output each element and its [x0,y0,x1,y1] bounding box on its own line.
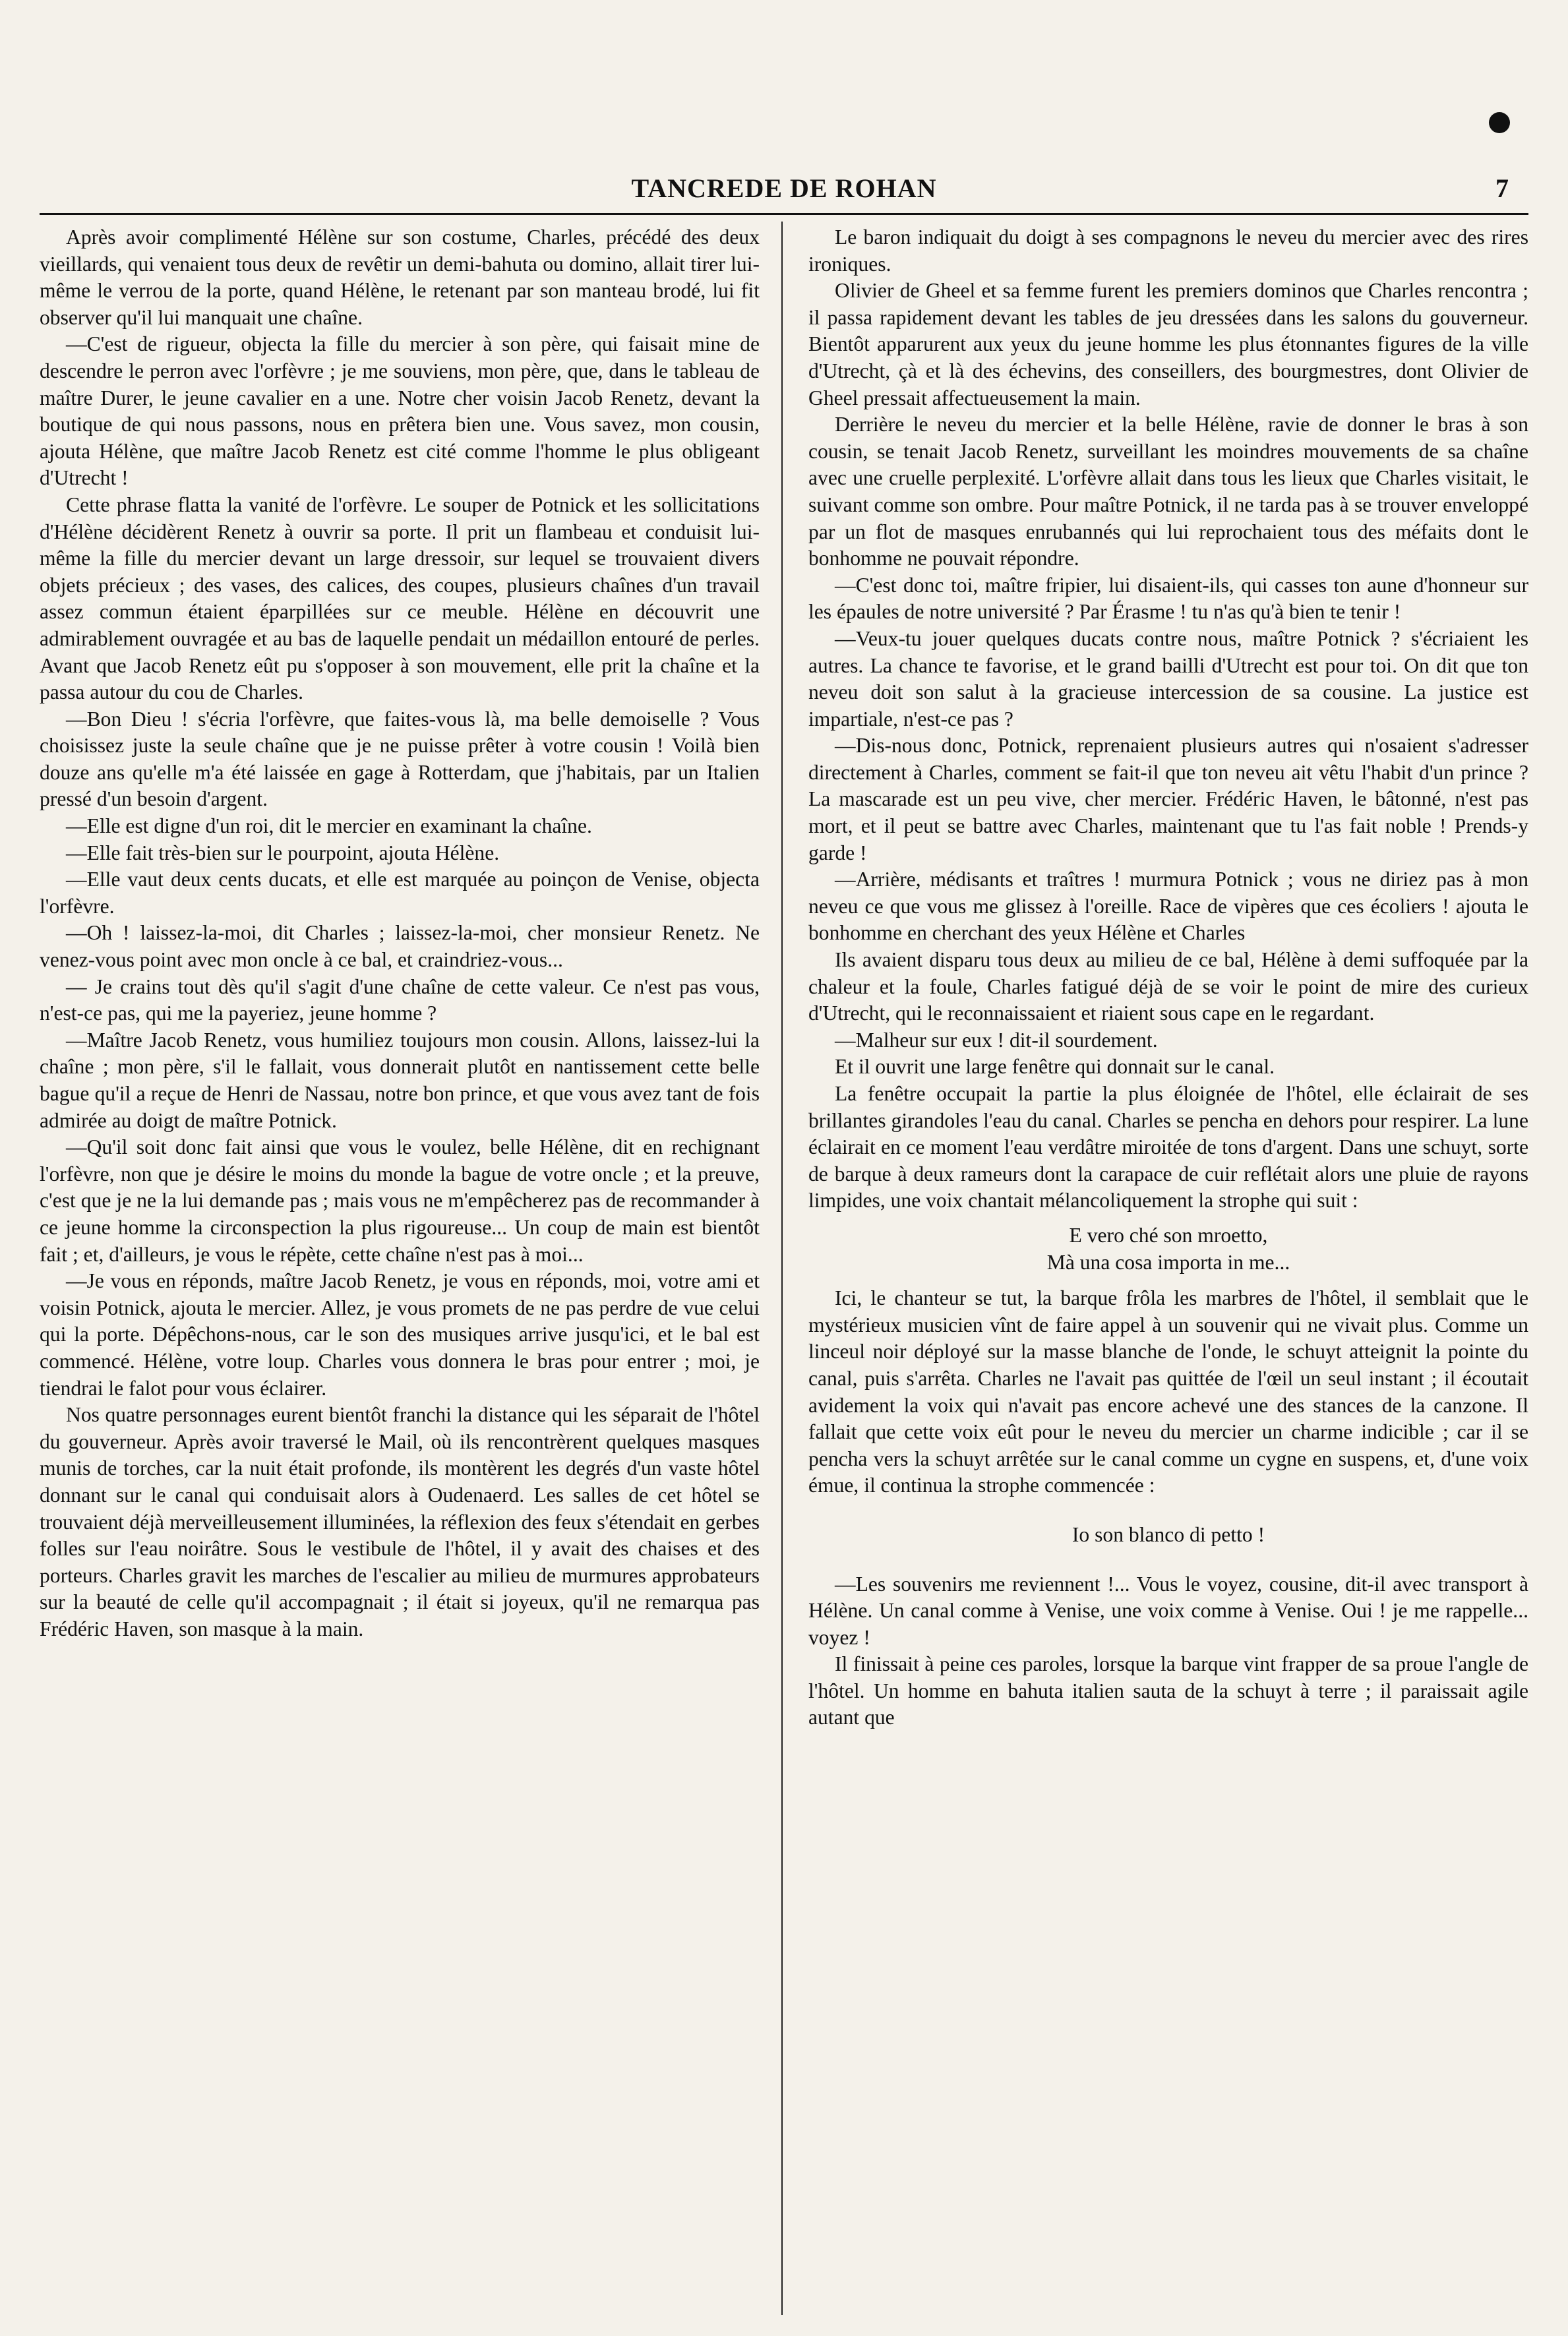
paragraph: —Oh ! laissez-la-moi, dit Charles ; laissez-la-moi, cher monsieur Renetz. Ne venez-vous point avec mon oncle à ce bal, et craindriez-vous... [40,921,760,972]
paragraph: —Qu'il soit donc fait ainsi que vous le voulez, belle Hélène, dit en rechignant l'orfèvre, non que je désire le moins du monde la bague de votre oncle ; et la preuve, c'est que je ne la lui demande pas ; mais vous ne m'empêcherez pas de recommander à ce jeune homme la circonspection la plus rigoureuse... Un coup de main est bientôt fait ; et, d'ailleurs, je vous le répète, cette chaîne n'est pas à moi... [40,1135,760,1266]
paragraph: Olivier de Gheel et sa femme furent les premiers dominos que Charles rencontra ; il passa rapidement devant les tables de jeu dressées dans les salons du gouverneur. Bientôt apparurent aux yeux du jeune homme les plus étonnantes figures de la ville d'Utrecht, çà et là des échevins, des conseillers, des bourgmestres, dont Olivier de Gheel pressait affectueusement la main. [808,279,1528,409]
header-rule [40,213,1528,215]
paragraph: Il finissait à peine ces paroles, lorsque la barque vint frapper de sa proue l'angle de l'hôtel. Un homme en bahuta italien sauta de la schuyt à terre ; il paraissait agile autant que [808,1652,1528,1729]
paragraph: —Elle fait très-bien sur le pourpoint, ajouta Hélène. [66,841,500,864]
paragraph: Après avoir complimenté Hélène sur son costume, Charles, précédé des deux vieillards, qui venaient tous deux de revêtir un demi-bahuta ou domino, allait tirer lui-même le verrou de la porte, quand Hélène, le retenant par son manteau brodé, lui fit observer qu'il lui manquait une chaîne. [40,225,760,329]
paragraph: La fenêtre occupait la partie la plus éloignée de l'hôtel, elle éclairait de ses brillantes girandoles l'eau du canal. Charles se pencha en dehors pour respirer. La lune éclairait en ce moment l'eau verdâtre miroitée de tons d'argent. Dans une schuyt, sorte de barque à deux rameurs dont la carapace de cuir reflétait alors une pluie de rayons limpides, une voix chantait mélancoliquement la strophe qui suit : [808,1082,1528,1213]
paragraph: —Bon Dieu ! s'écria l'orfèvre, que faites-vous là, ma belle demoiselle ? Vous choisissez juste la seule chaîne que je ne puisse prêter à votre cousin ! Voilà bien douze ans qu'elle m'a été laissée en gage à Rotterdam, que j'habitais, par un Italien pressé d'un besoin d'argent. [40,707,760,811]
paragraph: —C'est donc toi, maître fripier, lui disaient-ils, qui casses ton aune d'honneur sur les épaules de notre université ? Par Érasme ! tu n'as qu'à bien te tenir ! [808,573,1528,624]
column-divider [781,222,783,2315]
page-header [40,173,1528,212]
page-number: 7 [1495,173,1509,203]
paragraph: —Elle vaut deux cents ducats, et elle est marquée au poinçon de Venise, objecta l'orfèvre. [40,868,760,918]
paragraph: Cette phrase flatta la vanité de l'orfèvre. Le souper de Potnick et les sollicitations d'Hélène décidèrent Renetz à ouvrir sa porte. Il prit un flambeau et conduisit lui-même la fille du mercier devant un large dressoir, sur lequel se trouvaient divers objets précieux ; des vases, des calices, des coupes, plusieurs chaînes d'un travail assez commun étaient éparpillées sur ce meuble. Hélène en découvrit une admirablement ouvragée et au bas de laquelle pendait un médaillon entouré de perles. Avant que Jacob Renetz eût pu s'opposer à son mouvement, elle prit la chaîne et la passa autour du cou de Charles. [40,493,760,704]
paragraph: —Maître Jacob Renetz, vous humiliez toujours mon cousin. Allons, laissez-lui la chaîne ; mon père, s'il le fallait, vous donnerait plutôt en nantissement cette belle bague qu'il a reçue de Henri de Nassau, notre bon prince, et que vous avez tant de fois admirée au doigt de maître Potnick. [40,1028,760,1132]
left-column [40,224,760,2314]
paragraph: —Malheur sur eux ! dit-il sourdement. [835,1028,1158,1052]
paragraph: — Je crains tout dès qu'il s'agit d'une chaîne de cette valeur. Ce n'est pas vous, n'est-ce pas, qui me la payeriez, jeune homme ? [40,974,760,1025]
paragraph: Derrière le neveu du mercier et la belle Hélène, ravie de donner le bras à son cousin, se tenait Jacob Renetz, surveillant les moindres mouvements de sa chaîne avec une cruelle perplexité. L'orfèvre allait dans tous les lieux que Charles visitait, le suivant comme son ombre. Pour maître Potnick, il ne tarda pas à se trouver enveloppé par un flot de masques enrubannés qui lui reprochaient tous des méfaits dont le bonhomme ne pouvait répondre. [808,413,1528,570]
paragraph: —Arrière, médisants et traîtres ! murmura Potnick ; vous ne diriez pas à mon neveu ce que vous me glissez à l'oreille. Race de vipères que ces écoliers ! ajouta le bonhomme en cherchant des yeux Hélène et Charles [808,868,1528,945]
paragraph: Le baron indiquait du doigt à ses compagnons le neveu du mercier avec des rires ironiques. [808,225,1528,276]
right-column [808,224,1528,2314]
paragraph: —C'est de rigueur, objecta la fille du mercier à son père, qui faisait mine de descendre le perron avec l'orfèvre ; je me souviens, mon père, que, dans le tableau de maître Durer, le jeune cavalier en a une. Notre cher voisin Jacob Renetz, devant la boutique de qui nous passons, nous en prêtera bien une. Vous savez, mon cousin, ajouta Hélène, que maître Jacob Renetz est cité comme l'homme le plus obligeant d'Utrecht ! [40,332,760,490]
paragraph: Et il ouvrit une large fenêtre qui donnait sur le canal. [835,1055,1275,1079]
paragraph: Nos quatre personnages eurent bientôt franchi la distance qui les séparait de l'hôtel du gouverneur. Après avoir traversé le Mail, où ils rencontrèrent quelques masques munis de torches, car la nuit était profonde, ils montèrent les degrés d'un vaste hôtel donnant sur le canal qui conduisait alors à Oudenaerd. Les salles de cet hôtel se trouvaient déjà merveilleusement illuminées, la réflexion des feux s'étendait en gerbes folles sur l'eau noirâtre. Sous le vestibule de l'hôtel, il y avait des chaises et des porteurs. Charles gravit les marches de l'escalier au milieu de murmures approbateurs sur la beauté de celle qu'il accompagnait ; il était si joyeux, qu'il ne remarqua pas Frédéric Haven, son masque à la main. [40,1403,760,1640]
paragraph: Ils avaient disparu tous deux au milieu de ce bal, Hélène à demi suffoquée par la chaleur et la foule, Charles fatigué déjà de se voir le point de mire des curieux d'Utrecht, qui le reconnaissaient et riaient sous cape en le regardant. [808,948,1528,1025]
paragraph: —Veux-tu jouer quelques ducats contre nous, maître Potnick ? s'écriaient les autres. La chance te favorise, et le grand bailli d'Utrecht est pour toi. On dit que ton neveu doit son salut à la gracieuse intercession de sa cousine. La justice est impartiale, n'est-ce pas ? [808,626,1528,731]
running-title: TANCREDE DE ROHAN [631,173,937,203]
poem-verse [808,1222,1528,1276]
poem-line: Mà una cosa importa in me... [1046,1250,1290,1274]
paragraph: —Les souvenirs me reviennent !... Vous le voyez, cousine, dit-il avec transport à Hélène. Un canal comme à Venise, une voix comme à Venise. Oui ! je me rappelle... voyez ! [808,1572,1528,1649]
ink-blot [1489,112,1510,133]
poem-line: E vero ché son mroetto, [1069,1223,1268,1247]
paragraph: Ici, le chanteur se tut, la barque frôla les marbres de l'hôtel, il semblait que le mystérieux musicien vînt de faire appel à un souvenir qui ne vivait plus. Comme un linceul noir déployé sur la masse blanche de l'onde, le schuyt atteignit la pointe du canal, puis s'arrêta. Charles ne l'avait pas quittée de l'œil un seul instant ; il écoutait avidement la voix qui n'avait pas encore achevé une des stances de la canzone. Il fallait que cette voix eût pour le neveu du mercier un charme indicible ; car il se pencha vers la schuyt arrêtée sur le canal comme un cygne en suspens, et, d'une voix émue, il continua la strophe commencée : [808,1286,1528,1497]
paragraph: —Elle est digne d'un roi, dit le mercier en examinant la chaîne. [66,814,592,838]
poem-line: Io son blanco di petto ! [1071,1522,1265,1546]
paragraph: —Je vous en réponds, maître Jacob Renetz, je vous en réponds, moi, votre ami et voisin Potnick, ajouta le mercier. Allez, je vous promets de ne pas perdre de vue celui qui la porte. Dépêchons-nous, car le son des musiques arrive jusqu'ici, et le bal est commencé. Hélène, votre loup. Charles vous donnera le bras pour entrer ; moi, je tiendrai le falot pour vous éclairer. [40,1269,760,1400]
paragraph: —Dis-nous donc, Potnick, reprenaient plusieurs autres qui n'osaient s'adresser directement à Charles, comment se fait-il que ton neveu ait vêtu l'habit d'un prince ? La mascarade est un peu vive, cher mercier. Frédéric Haven, le bâtonné, n'est pas mort, et il peut se battre avec Charles, maintenant que tu l'as fait noble ! Prends-y garde ! [808,734,1528,864]
